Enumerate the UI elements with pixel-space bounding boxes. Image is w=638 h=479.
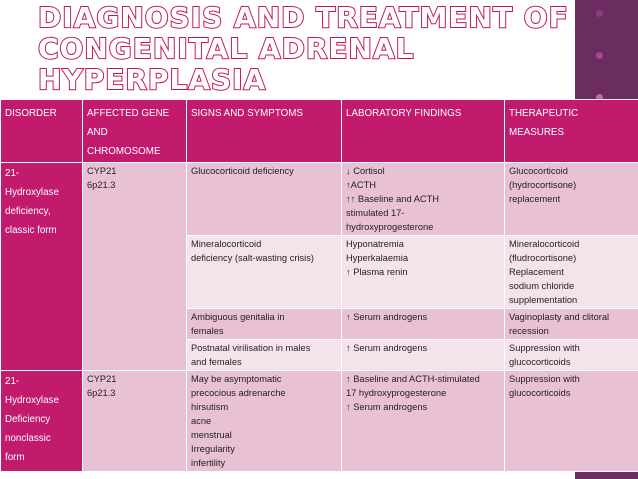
therapy-cell: Mineralocorticoid (fludrocortisone) Replacement sodium chloride supplementation	[505, 236, 638, 309]
title-line: CONGENITAL ADRENAL	[38, 32, 415, 65]
header-disorder: DISORDER	[1, 100, 83, 163]
gene-cell-nonclassic: CYP21 6p21.3	[83, 371, 187, 472]
signs-cell: May be asymptomatic precocious adrenarche hirsutism acne menstrual Irregularity infertility	[187, 371, 342, 472]
header-lab-findings: LABORATORY FINDINGS	[342, 100, 505, 163]
decorative-dot	[596, 10, 603, 17]
header-affected-gene: AFFECTED GENE AND CHROMOSOME	[83, 100, 187, 163]
table-header-row	[1, 100, 638, 163]
therapy-cell: Glucocorticoid (hydrocortisone) replacement	[505, 163, 638, 236]
disorder-cell-classic: 21- Hydroxylase deficiency, classic form	[1, 163, 83, 371]
therapy-cell: Suppression with glucocorticoids	[505, 371, 638, 472]
title-line: HYPERPLASIA	[38, 63, 267, 96]
disorder-cell-nonclassic: 21- Hydroxylase Deficiency nonclassic form	[1, 371, 83, 472]
lab-cell: ↑ Serum androgens	[342, 309, 505, 340]
signs-cell: Postnatal virilisation in males and females	[187, 340, 342, 371]
header-therapeutic-measures: THERAPEUTIC MEASURES	[505, 100, 638, 163]
lab-cell: ↑ Serum androgens	[342, 340, 505, 371]
table-row	[1, 163, 638, 236]
signs-cell: Mineralocorticoid deficiency (salt-wasting crisis)	[187, 236, 342, 309]
signs-cell: Glucocorticoid deficiency	[187, 163, 342, 236]
lab-cell: ↓ Cortisol ↑ACTH ↑↑ Baseline and ACTH stimulated 17- hydroxyprogesterone	[342, 163, 505, 236]
lab-cell: ↑ Baseline and ACTH-stimulated 17 hydroxyprogesterone ↑ Serum androgens	[342, 371, 505, 472]
decorative-dot	[596, 52, 603, 59]
signs-cell: Ambiguous genitalia in females	[187, 309, 342, 340]
therapy-cell: Suppression with glucocorticoids	[505, 340, 638, 371]
title-line: DIAGNOSIS AND TREATMENT OF	[38, 1, 569, 34]
lab-cell: Hyponatremia Hyperkalaemia ↑ Plasma renin	[342, 236, 505, 309]
slide-title	[38, 2, 569, 95]
table-row	[1, 371, 638, 472]
cah-table	[0, 99, 638, 472]
header-signs-symptoms: SIGNS AND SYMPTOMS	[187, 100, 342, 163]
therapy-cell: Vaginoplasty and clitoral recession	[505, 309, 638, 340]
gene-cell-classic: CYP21 6p21.3	[83, 163, 187, 371]
